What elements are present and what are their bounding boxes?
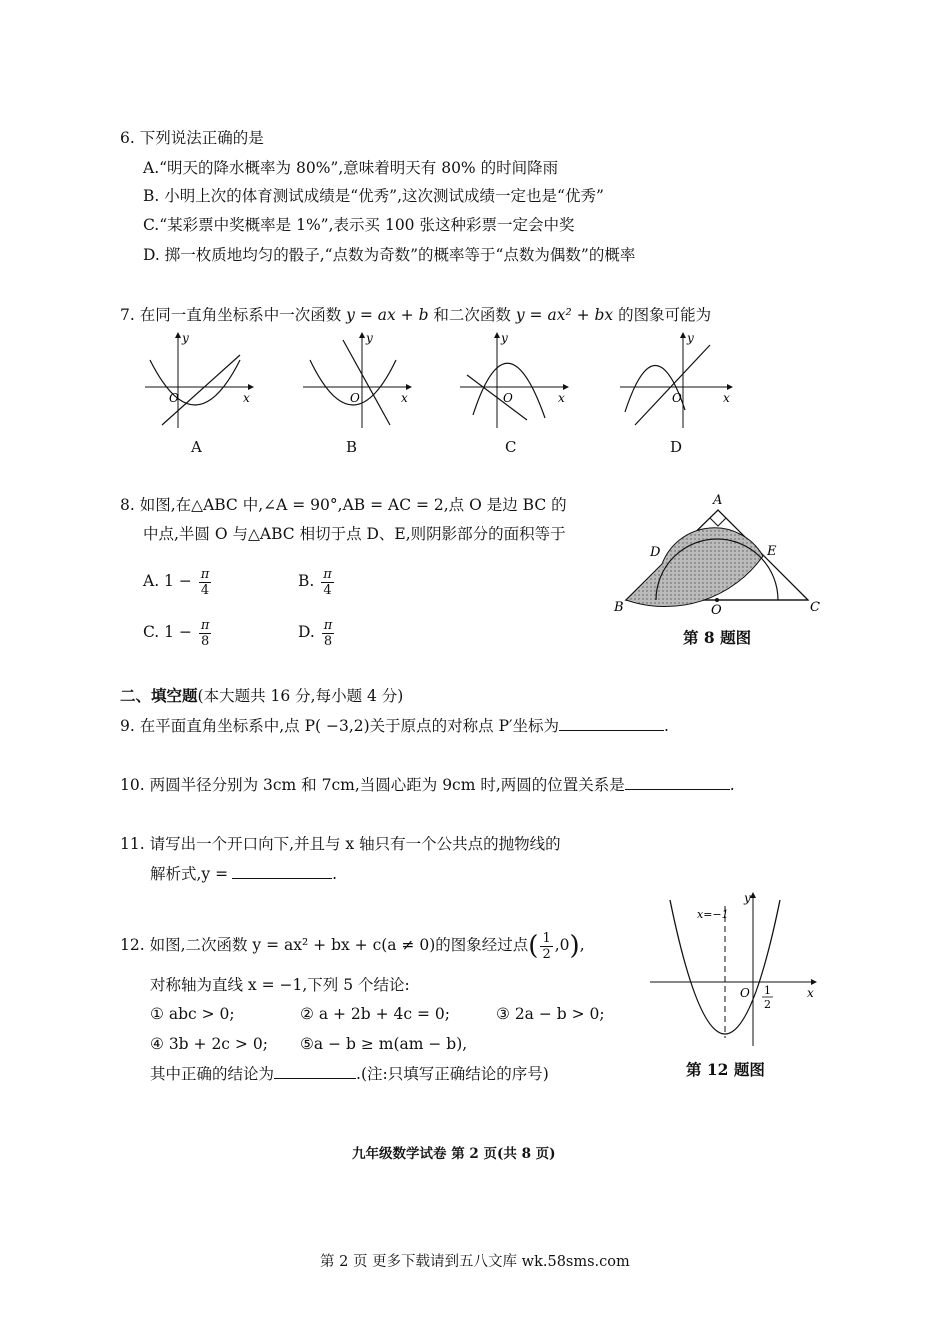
q8-d-den: 8 [323,633,333,649]
q12-point-num: 1 [542,930,551,946]
q11-line1: 11. 请写出一个开口向下,并且与 x 轴只有一个公共点的抛物线的 [120,835,561,853]
q8-option-a [143,563,213,599]
q12-point-y: ,0 [554,936,570,954]
q8-option-b-label: B. [298,572,315,590]
q12-line5-prefix: 其中正确的结论为 [150,1065,275,1083]
q12-line2: 对称轴为直线 x = −1,下列 5 个结论: [150,976,410,994]
graph-a-y: y [182,331,189,345]
q8-a-num: π [200,566,210,582]
q6-option-c: C.“某彩票中奖概率是 1%”,表示买 100 张这种彩票一定会中奖 [143,216,575,234]
graph-c-y: y [501,331,508,345]
fig12-half-den: 2 [764,998,771,1011]
section2-heading [120,686,403,706]
fig8-label-a: A [713,493,723,508]
fig8-label-o: O [711,603,722,615]
q8-line2: 中点,半圆 O 与△ABC 相切于点 D、E,则阴影部分的面积等于 [143,525,566,543]
q10-answer-blank[interactable] [625,775,730,790]
q6-option-a: A.“明天的降水概率为 80%”,意味着明天有 80% 的时间降雨 [143,159,559,177]
q12-line1: 12. 如图,二次函数 y = ax² + bx + c(a ≠ 0)的图象经过点( $\frac{1}{2}$ ,0), [120,930,585,962]
q12-line5 [150,1064,549,1084]
graph-d-origin: O [672,391,682,405]
q10-end: . [729,776,735,794]
q12-point-fraction [540,931,552,962]
graph-c-origin: O [503,391,513,405]
fig12-origin-label: O [740,986,750,1000]
fig12-y-label: y [744,891,751,905]
q7-stem-mid: 和二次函数 [428,306,516,324]
q8-d-num: π [323,617,333,633]
q9 [120,716,669,736]
q12-line1-end: , [579,936,585,954]
q12-point-den: 2 [542,946,551,962]
q7-graph-c-label: C [505,438,517,456]
q8-b-num: π [323,566,332,582]
q8-option-d [298,614,336,650]
q12-conclusion-2: ② a + 2b + 4c = 0; [300,1005,450,1023]
q12-answer-blank[interactable] [274,1064,356,1079]
q8-option-b-fraction [321,567,334,598]
fig8-label-e: E [767,544,777,559]
q12-conclusion-3: ③ 2a − b > 0; [496,1005,605,1023]
q11-answer-blank[interactable] [232,864,332,879]
fig8-label-b: B [614,600,624,615]
q12-prefix: 12. 如图,二次函数 y = ax² + bx + c(a ≠ 0)的图象经过点 [120,936,529,954]
q8-option-c [143,614,213,650]
q9-answer-blank[interactable] [559,716,664,731]
q8-option-b [298,563,336,599]
graph-d-y: y [687,331,694,345]
q11-line2 [150,864,337,884]
q6-option-b: B. 小明上次的体育测试成绩是“优秀”,这次测试成绩一定也是“优秀” [143,187,604,205]
fig8-label-d: D [650,545,661,560]
q8-c-den: 8 [201,633,210,649]
q11-prefix: 解析式,y = [150,865,229,883]
q8-option-c-label: C. 1 − [143,623,192,641]
q8-b-den: 4 [323,582,332,598]
q8-option-c-fraction [199,618,212,649]
graph-b-y: y [366,331,373,345]
q8-option-d-label: D. [298,623,315,641]
q7-graph-d-label: D [670,438,683,456]
q7-graph-a-label: A [191,438,202,456]
fig12-axis-label: x=−1 [697,908,729,921]
q9-text: 9. 在平面直角坐标系中,点 P( −3,2)关于原点的对称点 P′坐标为 [120,717,560,735]
section2-note: (本大题共 16 分,每小题 4 分) [197,687,404,705]
q6-option-d: D. 掷一枚质地均匀的骰子,“点数为奇数”的概率等于“点数为偶数”的概率 [143,246,636,264]
q8-line1: 8. 如图,在△ABC 中,∠A = 90°,AB = AC = 2,点 O 是边 BC 的 [120,496,567,514]
q12-figure [645,888,825,1048]
q7-graph-b-label: B [346,438,358,456]
q12-conclusion-5: ⑤a − b ≥ m(am − b), [300,1035,468,1053]
q7-graph-a [140,330,255,430]
fig12-x-label: x [807,986,814,1000]
q12-figure-caption: 第 12 题图 [686,1060,765,1079]
q7-stem-prefix: 7. 在同一直角坐标系中一次函数 [120,306,347,324]
section2-title: 二、填空题 [120,686,198,705]
q9-end: . [664,717,669,735]
page-footer: 九年级数学试卷 第 2 页(共 8 页) [352,1146,556,1162]
q7-graph-b [298,330,413,430]
q7-stem [120,305,711,325]
fig12-half-num: 1 [764,984,771,997]
watermark-text: 第 2 页 更多下载请到五八文库 wk.58sms.com [320,1254,630,1270]
graph-b-origin: O [350,391,360,405]
q8-figure [610,490,825,615]
graph-c-x: x [558,391,565,405]
q7-graph-c [455,330,570,430]
q7-linear-function: y = ax + b [346,306,429,324]
q8-option-d-fraction [322,618,335,649]
q7-graph-d [615,330,735,430]
q8-a-den: 4 [200,582,210,598]
graph-d-x: x [723,391,730,405]
q12-conclusion-1: ① abc > 0; [150,1005,235,1023]
q6-stem: 6. 下列说法正确的是 [120,129,264,147]
graph-b-x: x [401,391,408,405]
graph-a-x: x [243,391,250,405]
q8-option-a-label: A. 1 − [143,572,192,590]
q8-figure-caption: 第 8 题图 [683,628,752,647]
q12-conclusion-4: ④ 3b + 2c > 0; [150,1035,268,1053]
q10-text: 10. 两圆半径分别为 3cm 和 7cm,当圆心距为 9cm 时,两圆的位置关系是 [120,776,625,794]
graph-a-origin: O [169,391,179,405]
q7-stem-suffix: 的图象可能为 [613,306,712,324]
q7-quadratic-function: y = ax² + bx [515,306,614,324]
q11-end: . [332,865,338,883]
q12-line5-suffix: .(注:只填写正确结论的序号) [356,1065,549,1083]
q8-option-a-fraction [199,567,212,598]
q10 [120,775,735,795]
fig8-label-c: C [810,600,820,615]
q8-c-num: π [200,617,210,633]
